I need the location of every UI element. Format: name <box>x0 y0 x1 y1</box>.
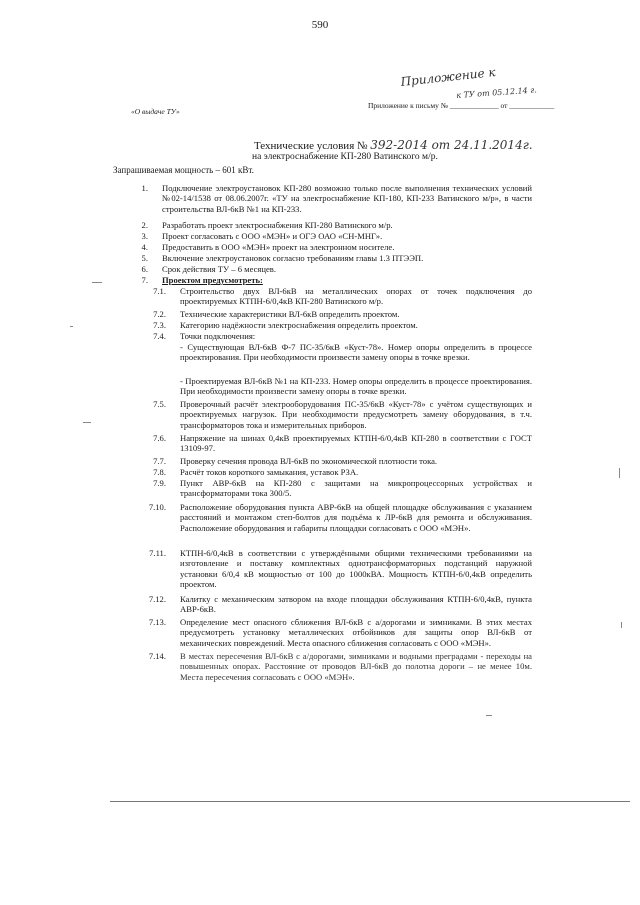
item-text: Разработать проект электроснабжения КП-280 Ватинского м/р. <box>162 220 393 230</box>
item-number: 3. <box>141 231 148 241</box>
subitem-number: 7.11. <box>149 548 166 558</box>
scan-mark <box>619 468 620 478</box>
item-text: Подключение электроустановок КП-280 возможно только после выполнения технических условий №02-14/1538 от 08.06.2007г. «ТУ на электроснабжение КП-180, КП-233 Ватинского м/р», в части строительства ВЛ-6кВ №1 на КП-233. <box>162 183 532 214</box>
subitem-number: 7.2. <box>153 309 166 319</box>
item-number: 7. <box>141 275 148 285</box>
subitem-number: 7.13. <box>148 617 166 627</box>
scan-mark <box>70 326 73 327</box>
subitem-text: Проверку сечения провода ВЛ-6кВ по экономической плотности тока. <box>180 456 438 466</box>
subitem-text: Проверочный расчёт электрооборудования ПС-35/6кВ «Куст-78» с учётом существующих и проектируемых нагрузок. При необходимости предусмотреть замену оборудования, в т.ч. трансформаторов тока и измерительных приборов. <box>180 399 532 430</box>
item-text: Включение электроустановок согласно требованиям главы 1.3 ПТЭЭП. <box>162 253 424 263</box>
subitem-number: 7.6. <box>153 433 166 443</box>
item-number: 1. <box>141 183 148 193</box>
document-title <box>254 138 533 153</box>
scan-mark <box>486 715 492 716</box>
subitem-text: Технические характеристики ВЛ-6кВ определить проектом. <box>180 309 400 319</box>
scan-mark <box>621 622 622 628</box>
subitem-number: 7.1. <box>153 286 166 296</box>
subitem-text: Строительство двух ВЛ-6кВ на металлических опорах от точек подключения до проектируемых КТПН-6/0,4кВ КП-280 Ватинского м/р. <box>180 286 532 307</box>
handwritten-note-top: Приложение к <box>400 65 497 89</box>
subitem-number: 7.4. <box>153 331 166 341</box>
subitem-text: Пункт АВР-6кВ на КП-280 с защитами на микропроцессорных устройствах и трансформаторами тока 300/5. <box>180 478 532 499</box>
item-number: 4. <box>141 242 148 252</box>
page-number: 590 <box>311 19 329 31</box>
item-number: 6. <box>141 264 148 274</box>
scan-mark <box>92 282 102 283</box>
item-text: Проектом предусмотреть: <box>162 275 263 285</box>
subitem-number: 7.9. <box>153 478 166 488</box>
bottom-divider <box>110 801 630 802</box>
item-text: Проект согласовать с ООО «МЭН» и ОГЭ ОАО «СН-МНГ». <box>162 231 383 241</box>
subitem-number: 7.12. <box>148 594 166 604</box>
subitem-text: КТПН-6/0,4кВ в соответствии с утверждёнными общими техническими требованиями на изготовление и поставку комплектных однотрансформаторных подстанций наружной установки 6/0,4 кВ мощностью от 100 до 1000кВА. Мощность КТПН-6/0,4кВ определить проектом. <box>180 548 532 589</box>
item-number: 5. <box>141 253 148 263</box>
subitem-number: 7.14. <box>148 651 166 661</box>
item-text: Предоставить в ООО «МЭН» проект на электронном носителе. <box>162 242 395 252</box>
subitem-text: Точки подключения: <box>180 331 256 341</box>
subitem-number: 7.5. <box>153 399 166 409</box>
requested-power: Запрашиваемая мощность – 601 кВт. <box>113 165 254 175</box>
document-subtitle: на электроснабжение КП-280 Ватинского м/р. <box>252 152 438 162</box>
subitem-number: 7.10. <box>148 502 166 512</box>
subitem-text: Калитку с механическим затвором на входе площадки обслуживания КТПН-6/0,4кВ, пункта АВР-6кВ. <box>180 594 532 615</box>
subitem-text: Напряжение на шинах 0,4кВ проектируемых КТПН-6/0,4кВ КП-280 в соответствии с ГОСТ 13109-97. <box>180 433 532 454</box>
connection-point-text: - Проектируемая ВЛ-6кВ №1 на КП-233. Номер опоры определить в процессе проектирования. При необходимости произвести замену опоры в точке врезки. <box>180 376 532 397</box>
subitem-text: В местах пересечения ВЛ-6кВ с а/дорогами, зимниками и водными преградами - переходы на повышенных опорах. Расстояние от проводов ВЛ-6кВ до полотна дороги – не менее 10м. Места пересечения согласовать с ООО «МЭН». <box>180 651 532 682</box>
subitem-text: Расчёт токов короткого замыкания, уставок РЗА. <box>180 467 359 477</box>
subitem-text: Категорию надёжности электроснабжения определить проектом. <box>180 320 418 330</box>
extract-note: «О выдаче ТУ» <box>131 107 180 116</box>
scan-mark <box>83 422 91 423</box>
title-prefix: Технические условия № <box>254 140 368 152</box>
appendix-line: Приложение к письму № _____________ от ____________ <box>368 101 555 110</box>
item-number: 2. <box>141 220 148 230</box>
subitem-number: 7.8. <box>153 467 166 477</box>
title-handwritten-number: 392-2014 от 24.11.2014г. <box>370 138 533 152</box>
handwritten-note-date: к ТУ от 05.12.14 г. <box>456 85 538 100</box>
connection-point-text: - Существующая ВЛ-6кВ Ф-7 ПС-35/6кВ «Куст-78». Номер опоры определить в процессе проектирования. При необходимости произвести замену опоры в точке врезки. <box>180 342 532 363</box>
subitem-number: 7.7. <box>153 456 166 466</box>
subitem-text: Расположение оборудования пункта АВР-6кВ на общей площадке обслуживания с указанием расстояний и монтажом степ-болтов для подъёма к ЛР-6кВ для ремонта и обслуживания. Расположение оборудования и габариты площадки согласовать с ООО «МЭН». <box>180 502 532 533</box>
subitem-text: Определение мест опасного сближения ВЛ-6кВ с а/дорогами и зимниками. В этих местах предусмотреть установку металлических отбойников для защиты опор ВЛ-6кВ от механических повреждений. Места опасного сближения согласовать с ООО «МЭН». <box>180 617 532 648</box>
item-text: Срок действия ТУ – 6 месяцев. <box>162 264 276 274</box>
subitem-number: 7.3. <box>153 320 166 330</box>
